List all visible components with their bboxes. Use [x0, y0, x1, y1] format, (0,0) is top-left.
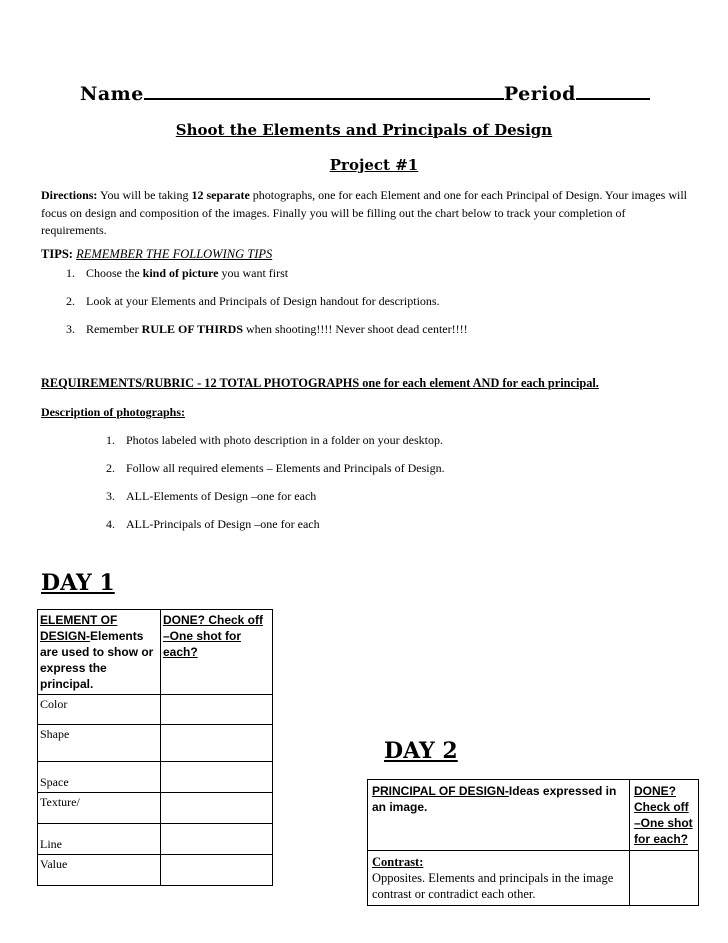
- tip-item: 3. Remember RULE OF THIRDS when shooting!!!! Never shoot dead center!!!!: [66, 322, 468, 336]
- directions-paragraph: Directions: You will be taking 12 separate photographs, one for each Element and one for each Principal of Design. Your images will focus on design and composition of the images. Finally you will be filling out the chart below to track your completion of requirements.: [41, 188, 688, 237]
- day2-heading: DAY 2: [384, 738, 458, 764]
- element-row-label: Line: [38, 824, 161, 855]
- day1-heading: DAY 1: [41, 570, 115, 596]
- done-check-cell[interactable]: [161, 762, 273, 793]
- element-header-cell: ELEMENT OF DESIGN-Elements are used to show or express the principal.: [38, 610, 161, 695]
- element-row-label: Space: [38, 762, 161, 793]
- document-subtitle: Project #1: [329, 156, 419, 174]
- principal-row-cell: [368, 851, 630, 906]
- description-item: 2. Follow all required elements – Elements and Principals of Design.: [106, 461, 445, 475]
- name-period-line: [80, 83, 650, 105]
- principal-term: Contrast:: [372, 855, 424, 869]
- tip-item: 2. Look at your Elements and Principals of Design handout for descriptions.: [66, 294, 440, 308]
- requirements-rubric: REQUIREMENTS/RUBRIC - 12 TOTAL PHOTOGRAPHS one for each element AND for each principal.: [41, 376, 599, 390]
- element-row-label: Texture/: [38, 793, 161, 824]
- done-check-cell[interactable]: [161, 725, 273, 762]
- element-row-label: Color: [38, 695, 161, 725]
- done-header-cell: DONE? Check off –One shot for each?: [630, 780, 699, 851]
- period-label: Period: [503, 83, 576, 105]
- done-check-cell[interactable]: [630, 851, 699, 906]
- day1-elements-table: [37, 609, 273, 886]
- name-blank[interactable]: [144, 83, 504, 100]
- description-heading: Description of photographs:: [41, 405, 186, 419]
- done-check-cell[interactable]: [161, 855, 273, 886]
- principal-header-cell: PRINCIPAL OF DESIGN-Ideas expressed in an image.: [368, 780, 630, 851]
- period-blank[interactable]: [576, 83, 650, 100]
- description-item: 3. ALL-Elements of Design –one for each: [106, 489, 317, 503]
- done-check-cell[interactable]: [161, 793, 273, 824]
- description-item: 4. ALL-Principals of Design –one for each: [106, 517, 320, 531]
- tips-heading: TIPS: REMEMBER THE FOLLOWING TIPS: [41, 247, 273, 261]
- tip-item: 1. Choose the kind of picture you want first: [66, 266, 289, 280]
- document-title: Shoot the Elements and Principals of Design: [175, 121, 553, 139]
- description-item: 1. Photos labeled with photo description in a folder on your desktop.: [106, 433, 443, 447]
- principal-description: Opposites. Elements and principals in the image contrast or contradict each other.: [372, 871, 614, 901]
- element-row-label: Shape: [38, 725, 161, 762]
- directions-label: Directions:: [41, 188, 98, 202]
- day2-principals-table: [367, 779, 699, 906]
- done-header-cell: DONE? Check off –One shot for each?: [161, 610, 273, 695]
- element-row-label: Value: [38, 855, 161, 886]
- done-check-cell[interactable]: [161, 695, 273, 725]
- name-label: Name: [80, 83, 144, 105]
- done-check-cell[interactable]: [161, 824, 273, 855]
